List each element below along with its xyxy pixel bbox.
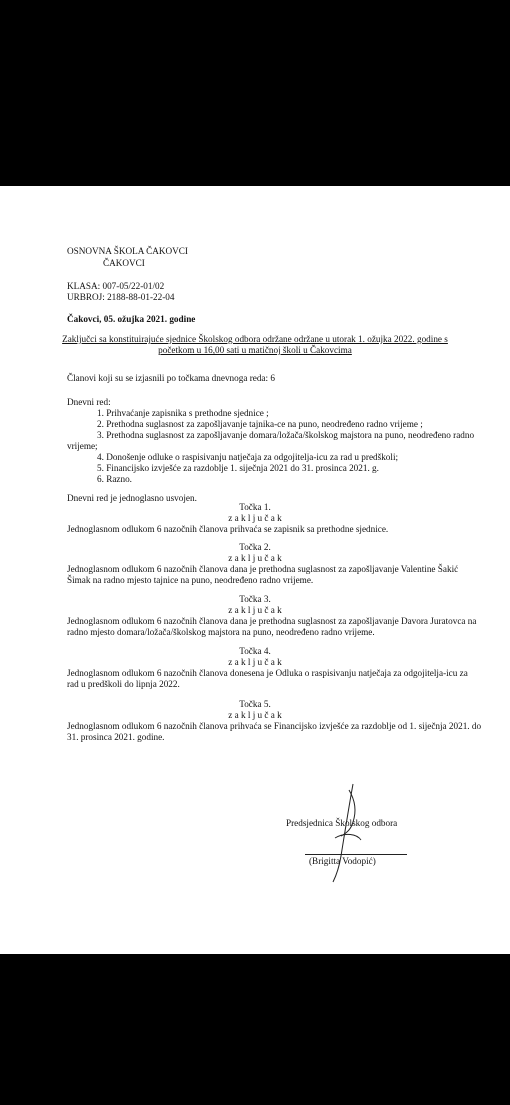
- title-line-1: Zaključci sa konstituirajuće sjednice Školskog odbora održane održane u utorak 1. ožujka 2022. godine s: [62, 334, 448, 344]
- agenda-item: 4. Donošenje odluke o raspisivanju natječaja za odgojitelja-icu za rad u predškoli;: [97, 452, 399, 462]
- point-conclusion-label: z a k l j u č a k: [228, 710, 282, 720]
- agenda-item: 5. Financijsko izvješće za razdoblje 1. siječnja 2021 do 31. prosinca 2021. g.: [97, 463, 379, 473]
- point-text: Jednoglasnom odlukom 6 nazočnih članova prihvaća se Financijsko izvješće za razdoblje od 1. siječnja 2021. do: [67, 721, 482, 731]
- agenda-item: 3. Prethodna suglasnost za zapošljavanje domara/ložača/školskog majstora na puno, neodređeno radno: [97, 430, 475, 440]
- school-place: ČAKOVCI: [103, 258, 145, 268]
- klasa: KLASA: 007-05/22-01/02: [67, 281, 165, 291]
- point-heading: Točka 4.: [239, 646, 271, 656]
- agenda-item: 1. Prihvaćanje zapisnika s prethodne sjednice ;: [97, 408, 269, 418]
- point-text: Jednoglasnom odlukom 6 nazočnih članova donesena je Odluka o raspisivanju natječaja za odgojitelja-icu za: [67, 668, 468, 678]
- point-text: radno mjesto domara/ložača/školskog majstora na puno, neodređeno radno vrijeme.: [67, 627, 375, 637]
- title-line-2: početkom u 16,00 sati u matičnoj školi u Čakovcima: [158, 345, 352, 355]
- point-text: Šimak na radno mjesto tajnice na puno, neodređeno radno vrijeme.: [67, 575, 314, 585]
- school-name: OSNOVNA ŠKOLA ČAKOVCI: [67, 246, 188, 256]
- point-text: rad u predškoli do lipnja 2022.: [67, 679, 180, 689]
- point-heading: Točka 5.: [239, 699, 271, 709]
- agenda-item: 2. Prethodna suglasnost za zapošljavanje tajnika-ce na puno, neodređeno radno vrijeme ;: [97, 419, 423, 429]
- point-text: Jednoglasnom odlukom 6 nazočnih članova dana je prethodna suglasnost za zapošljavanje Davora Juratovca na: [67, 616, 477, 626]
- document-date: Čakovci, 05. ožujka 2021. godine: [67, 314, 196, 324]
- signature-line: [305, 854, 407, 855]
- members-count: Članovi koji su se izjasnili po točkama dnevnoga reda: 6: [67, 373, 275, 383]
- point-conclusion-label: z a k l j u č a k: [228, 657, 282, 667]
- point-text: 31. prosinca 2021. godine.: [67, 732, 165, 742]
- signature-role: Predsjednica Školskog odbora: [286, 818, 398, 828]
- point-conclusion-label: z a k l j u č a k: [228, 605, 282, 615]
- point-text: Jednoglasnom odlukom 6 nazočnih članova dana je prethodna suglasnost za zapošljavanje Valentine Šakić: [67, 564, 459, 574]
- agenda-item: 6. Razno.: [97, 474, 132, 484]
- point-text: Jednoglasnom odlukom 6 nazočnih članova prihvaća se zapisnik sa prethodne sjednice.: [67, 524, 389, 534]
- handwritten-signature: [305, 776, 405, 886]
- point-conclusion-label: z a k l j u č a k: [228, 513, 282, 523]
- agenda-item-continuation: vrijeme;: [67, 441, 98, 451]
- agenda-heading: Dnevni red:: [67, 397, 111, 407]
- point-heading: Točka 1.: [239, 502, 271, 512]
- point-conclusion-label: z a k l j u č a k: [228, 553, 282, 563]
- document-page: [0, 186, 510, 954]
- urbroj: URBROJ: 2188-88-01-22-04: [67, 292, 175, 302]
- agenda-adopted: Dnevni red je jednoglasno usvojen.: [67, 493, 197, 503]
- point-heading: Točka 3.: [239, 594, 271, 604]
- signature-name: (Brigitta Vodopić): [309, 856, 376, 866]
- point-heading: Točka 2.: [239, 542, 271, 552]
